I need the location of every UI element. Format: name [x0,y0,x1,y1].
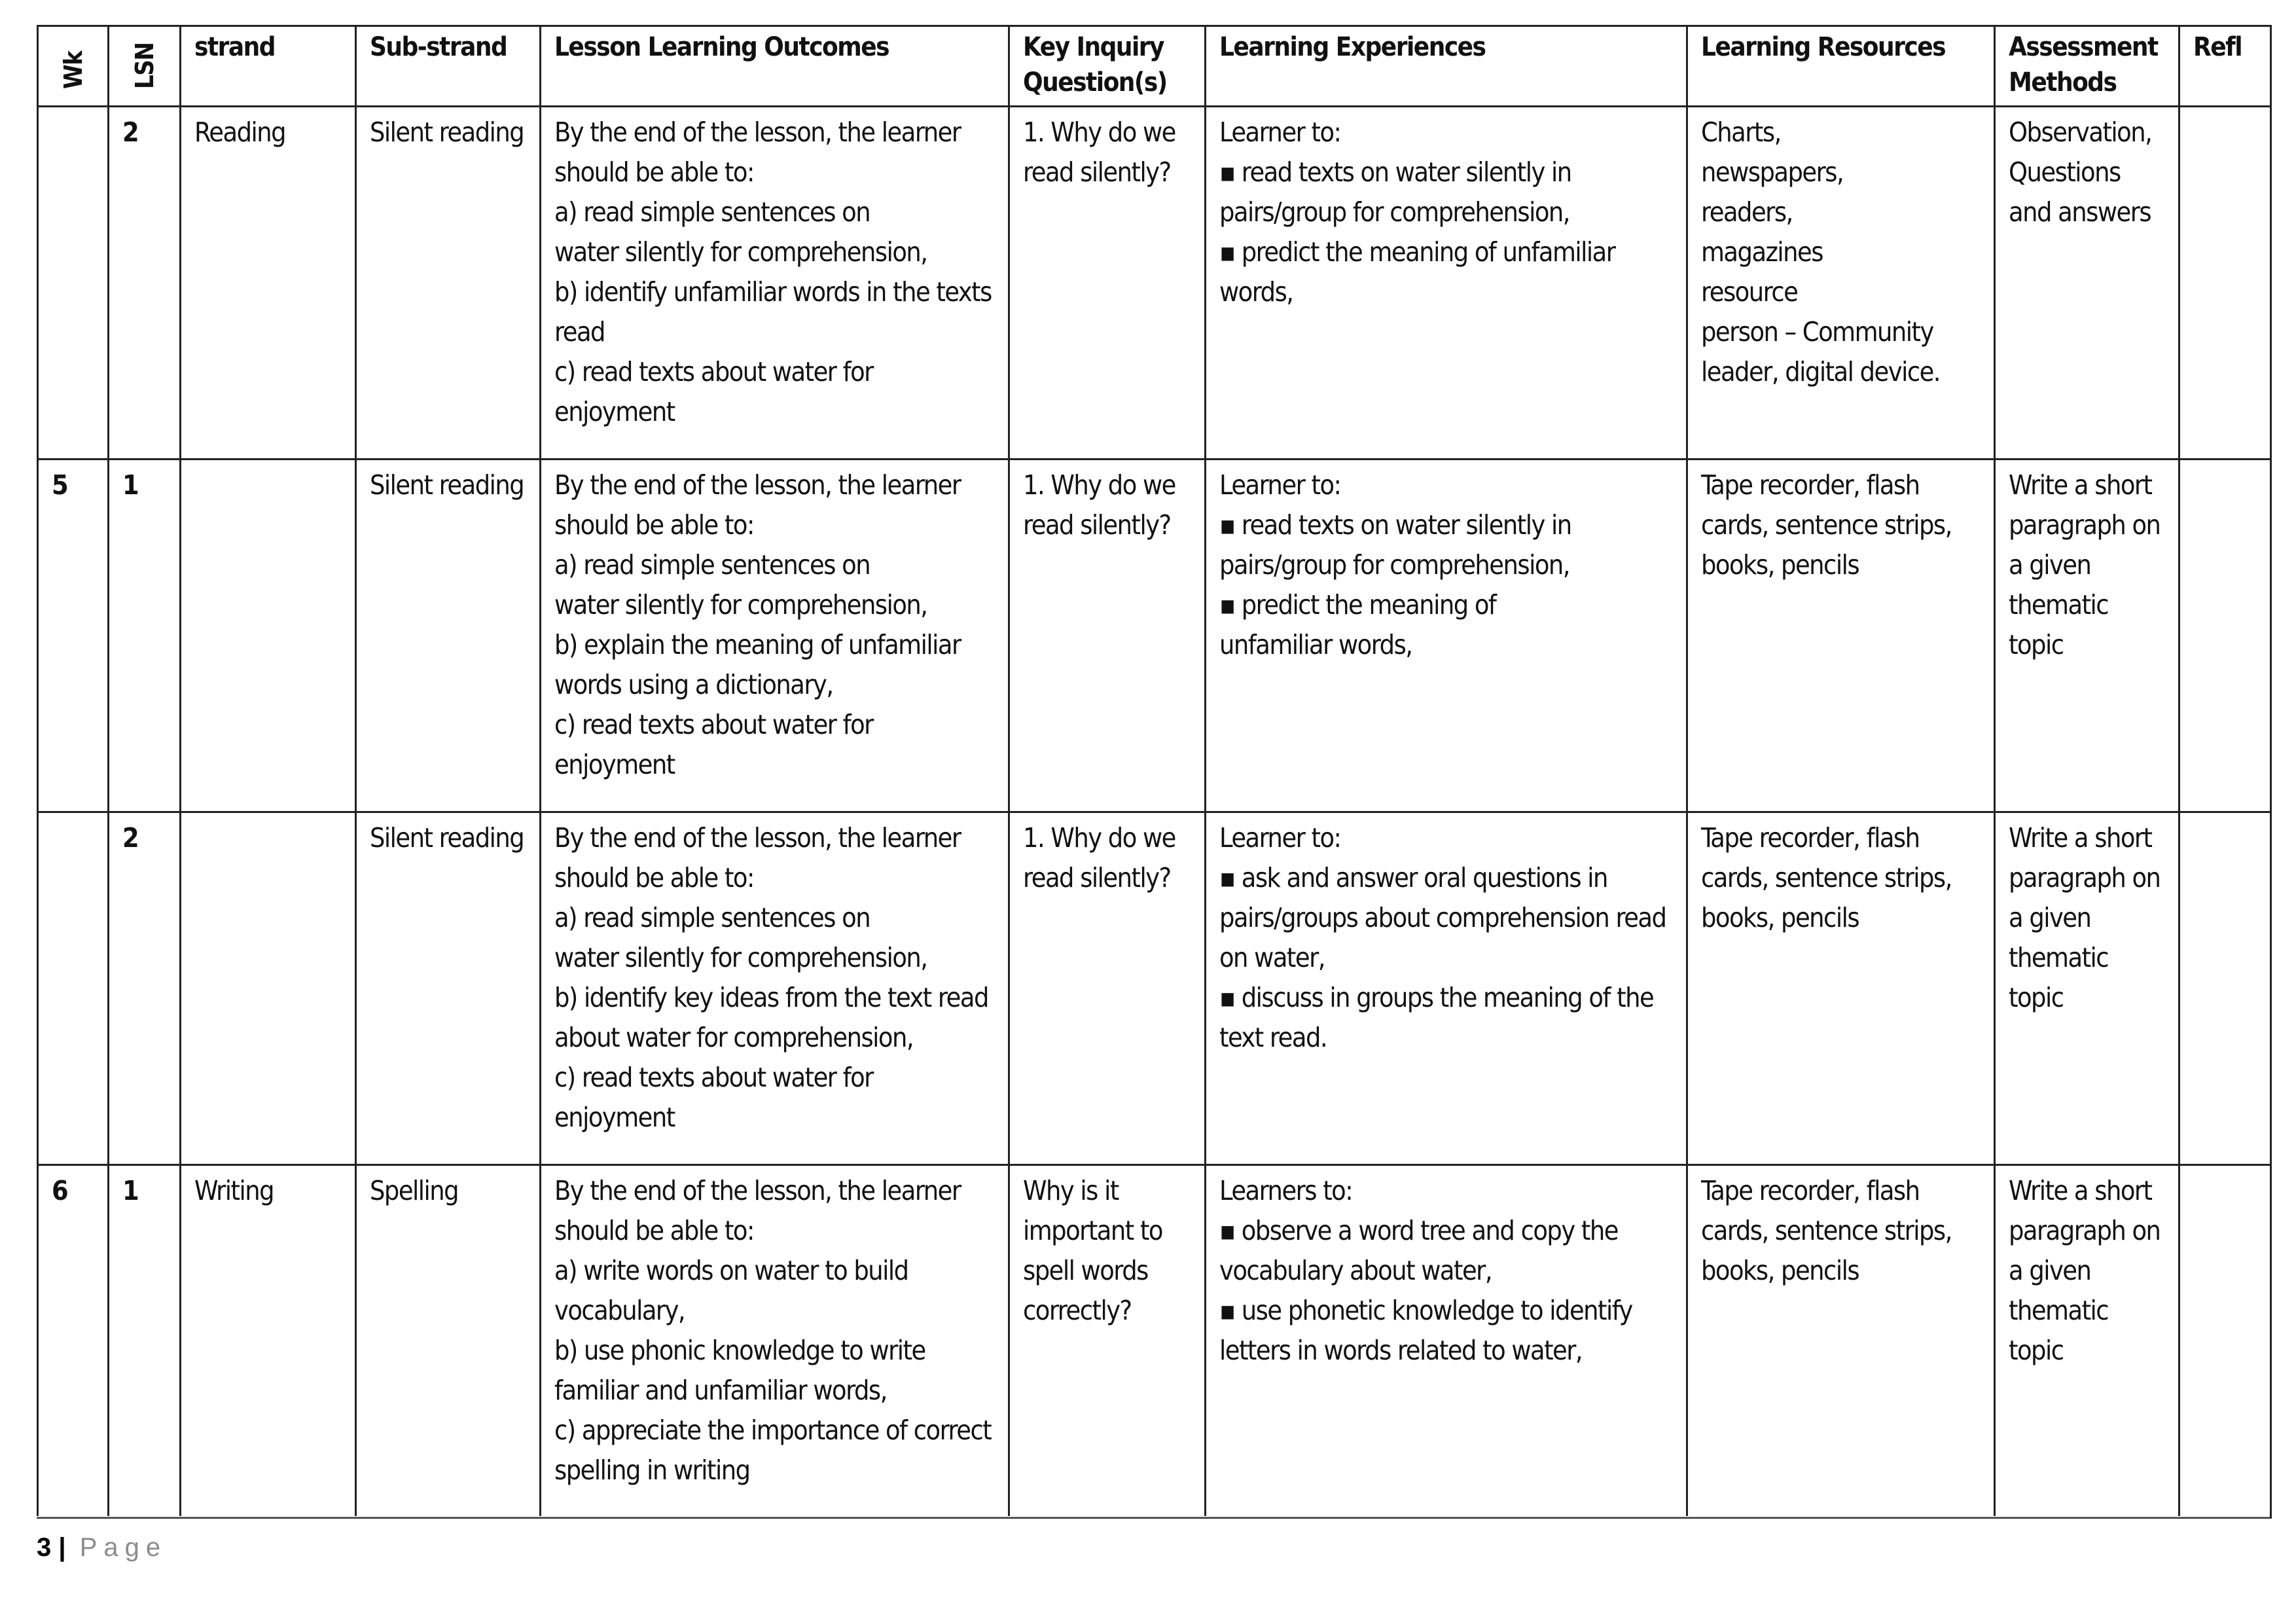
cell-line: By the end of the lesson, the learner should be able to: [554,469,967,541]
cell-outcomes [541,460,1009,812]
cell-line: Tape recorder, flash cards, sentence strips, books, pencils [1701,822,1959,933]
header-wk: Wk [38,26,109,107]
cell-sub-strand: Silent reading [356,107,541,460]
cell-kiq [1009,460,1206,812]
cell-line: Observation, Questions and answers [2009,117,2159,228]
cell-lsn: 1 [109,460,181,812]
cell-line: enjoyment [554,749,675,780]
cell-strand [181,460,356,812]
cell-line: enjoyment [554,1102,675,1133]
cell-line: Learner to: [1219,117,1341,148]
cell-line: Learners to: [1219,1175,1353,1206]
cell-line: Learner to: [1219,469,1341,501]
cell-outcomes [541,812,1009,1165]
cell-line: Tape recorder, flash cards, sentence strips, books, pencils [1701,469,1959,581]
page-number: 3 [37,1533,52,1562]
cell-sub-strand: Spelling [356,1165,541,1518]
cell-experiences [1206,1165,1687,1518]
table-row [38,812,2271,1165]
cell-experiences [1206,460,1687,812]
cell-line: Write a short paragraph on a given thematic topic [2009,469,2167,660]
page-footer [37,1516,2270,1562]
cell-line: ▪ observe a word tree and copy the vocabulary about water, [1219,1215,1625,1286]
cell-wk [38,812,109,1165]
cell-line: a) read simple sentences on [554,549,870,581]
cell-line: 1. Why do we read silently? [1023,117,1183,188]
cell-strand [181,812,356,1165]
cell-line: ▪ use phonetic knowledge to identify letters in words related to water, [1219,1295,1640,1366]
cell-line: Write a short paragraph on a given thematic topic [2009,822,2167,1013]
cell-line: enjoyment [554,396,675,427]
cell-experiences [1206,812,1687,1165]
cell-assessment [1995,460,2179,812]
cell-resources [1687,460,1995,812]
cell-line: ▪ predict the meaning of [1219,589,1496,621]
cell-wk: 6 [38,1165,109,1518]
cell-line: By the end of the lesson, the learner should be able to: [554,117,967,188]
cell-line: 1. Why do we read silently? [1023,822,1183,893]
header-lsn: LSN [109,26,181,107]
header-row [38,26,2271,107]
header-experiences: Learning Experiences [1206,26,1687,107]
header-sub-strand: Sub-strand [356,26,541,107]
cell-line: c) appreciate the importance of correct spelling in writing [554,1415,998,1486]
cell-line: water silently for comprehension, [554,589,927,621]
cell-line: c) read texts about water for [554,709,873,740]
cell-line: ▪ ask and answer oral questions in pairs/groups about comprehension read on water, [1219,862,1673,973]
cell-line: Learner to: [1219,822,1341,854]
cell-line: b) identify unfamiliar words in the texts read [554,276,999,348]
cell-assessment [1995,1165,2179,1518]
cell-line: c) read texts about water for [554,356,873,388]
cell-reflection [2179,1165,2271,1518]
cell-line: a) write words on water to build vocabulary, [554,1255,915,1326]
cell-line: newspapers, [1701,156,1844,188]
cell-sub-strand: Silent reading [356,460,541,812]
cell-line: Write a short paragraph on a given thematic topic [2009,1175,2167,1366]
cell-kiq [1009,812,1206,1165]
page-separator: | [58,1533,66,1562]
header-resources: Learning Resources [1687,26,1995,107]
cell-line: 1. Why do we read silently? [1023,469,1183,541]
cell-strand: Reading [181,107,356,460]
cell-sub-strand: Silent reading [356,812,541,1165]
cell-line: b) explain the meaning of unfamiliar words using a dictionary, [554,629,967,700]
cell-line: magazines [1701,236,1823,268]
cell-line: ▪ discuss in groups the meaning of the text read. [1219,982,1660,1053]
cell-line: water silently for comprehension, [554,942,927,973]
table-row [38,460,2271,812]
cell-outcomes [541,1165,1009,1518]
cell-line: b) use phonic knowledge to write familiar and unfamiliar words, [554,1335,932,1406]
header-reflection: Refl [2179,26,2271,107]
cell-line: By the end of the lesson, the learner should be able to: [554,822,967,893]
cell-reflection [2179,812,2271,1165]
scheme-of-work-table [37,25,2272,1519]
header-strand: strand [181,26,356,107]
cell-line: Why is it important to spell words correctly? [1023,1175,1170,1326]
table-row [38,1165,2271,1518]
cell-line: c) read texts about water for [554,1062,873,1093]
header-outcomes: Lesson Learning Outcomes [541,26,1009,107]
cell-outcomes [541,107,1009,460]
cell-line: ▪ predict the meaning of unfamiliar words, [1219,236,1622,308]
cell-resources [1687,812,1995,1165]
header-assessment: Assessment Methods [1995,26,2179,107]
cell-line: resource [1701,276,1798,308]
table-row [38,107,2271,460]
cell-kiq [1009,1165,1206,1518]
cell-assessment [1995,107,2179,460]
cell-kiq [1009,107,1206,460]
cell-reflection [2179,107,2271,460]
header-key-inquiry: Key Inquiry Question(s) [1009,26,1206,107]
cell-line: a) read simple sentences on [554,902,870,933]
cell-line: water silently for comprehension, [554,236,927,268]
cell-line: unfamiliar words, [1219,629,1412,660]
cell-line: b) identify key ideas from the text read about water for comprehension, [554,982,996,1053]
page-word: Page [79,1533,168,1562]
cell-resources [1687,107,1995,460]
cell-strand: Writing [181,1165,356,1518]
cell-line: a) read simple sentences on [554,196,870,228]
cell-wk: 5 [38,460,109,812]
cell-experiences [1206,107,1687,460]
cell-reflection [2179,460,2271,812]
cell-line: Tape recorder, flash cards, sentence strips, books, pencils [1701,1175,1959,1286]
cell-line: person – Community leader, digital device. [1701,316,1941,388]
cell-line: readers, [1701,196,1793,228]
cell-lsn: 2 [109,812,181,1165]
cell-lsn: 1 [109,1165,181,1518]
cell-line: ▪ read texts on water silently in pairs/group for comprehension, [1219,509,1578,581]
cell-lsn: 2 [109,107,181,460]
cell-resources [1687,1165,1995,1518]
cell-line: Charts, [1701,117,1781,148]
cell-assessment [1995,812,2179,1165]
cell-line: ▪ read texts on water silently in pairs/group for comprehension, [1219,156,1578,228]
cell-wk [38,107,109,460]
cell-line: By the end of the lesson, the learner should be able to: [554,1175,967,1246]
